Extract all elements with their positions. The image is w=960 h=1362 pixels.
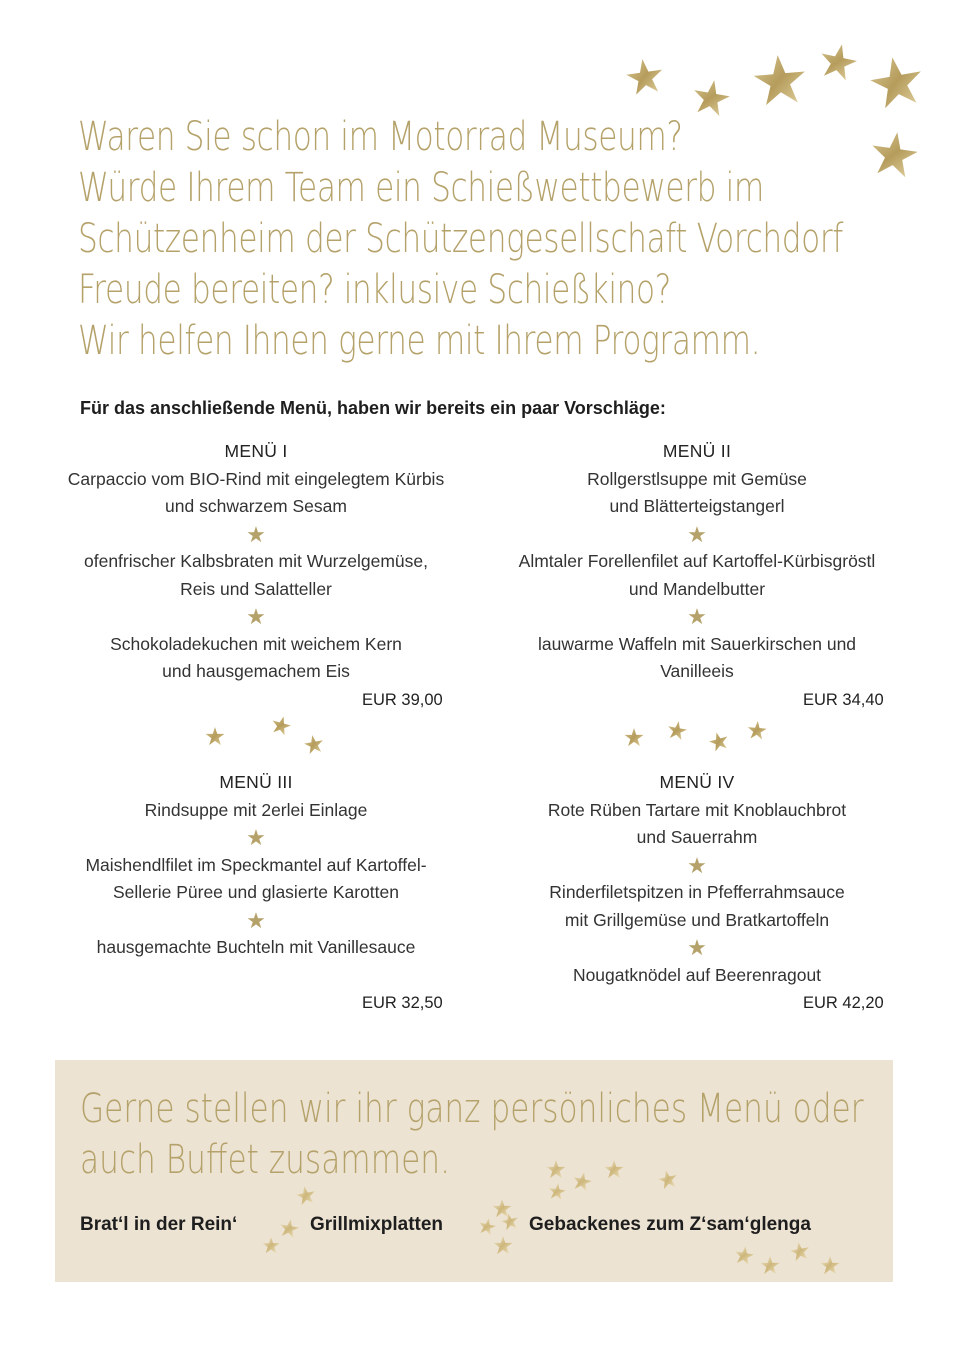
headline xyxy=(78,112,843,367)
headline-line: Waren Sie schon im Motorrad Museum? xyxy=(78,114,683,160)
menu-course xyxy=(56,631,456,686)
star-separator-icon: ★ xyxy=(687,852,707,878)
course-line: Rote Rüben Tartare mit Knoblauchbrot xyxy=(547,799,847,820)
menu-title: MENÜ IV xyxy=(659,772,735,792)
star-icon xyxy=(867,53,926,110)
course-line: und hausgemachem Eis xyxy=(162,661,350,681)
course-line: Sellerie Püree und glasierte Karotten xyxy=(112,882,399,902)
star-separator-icon: ★ xyxy=(246,604,266,629)
menu-price: EUR 42,20 xyxy=(803,994,884,1012)
menu-course xyxy=(497,631,897,686)
course-line: Nougatknödel auf Beerenragout xyxy=(572,964,822,985)
headline-line: Freude bereiten? inklusive Schießkino? xyxy=(78,267,671,313)
panel-headline xyxy=(80,1084,864,1186)
menu-course xyxy=(56,934,456,962)
course-line: und Mandelbutter xyxy=(628,578,766,599)
star-icon xyxy=(270,714,293,736)
star-icon xyxy=(817,41,859,82)
course-line: ofenfrischer Kalbsbraten mit Wurzelgemüse, xyxy=(84,551,428,571)
star-separator-icon: ★ xyxy=(687,521,707,547)
course-line: Carpaccio vom BIO-Rind mit eingelegtem Kürbis xyxy=(67,468,445,489)
course-line: Vanilleeis xyxy=(660,661,734,681)
star-icon xyxy=(747,720,768,740)
menu-course xyxy=(56,852,456,907)
star-separator-icon: ★ xyxy=(687,935,707,960)
menu-course xyxy=(56,797,456,825)
offer-gebackenes: Gebackenes zum Z‘sam‘glenga xyxy=(529,1214,811,1235)
headline-line: Schützenheim der Schützengesellschaft Vorchdorf xyxy=(78,216,843,262)
menu-course xyxy=(56,548,456,603)
menu-course xyxy=(497,466,897,521)
menu-course xyxy=(497,548,897,603)
star-icon xyxy=(303,734,325,755)
course-line: Rindsuppe mit 2erlei Einlage xyxy=(144,799,368,820)
star-icon xyxy=(666,720,688,741)
course-line: mit Grillgemüse und Bratkartoffeln xyxy=(564,909,830,930)
star-icon xyxy=(624,57,665,96)
panel-headline-line: Gerne stellen wir ihr ganz persönliches Menü oder xyxy=(80,1086,864,1132)
star-icon xyxy=(869,129,920,178)
course-line: Schokoladekuchen mit weichem Kern xyxy=(110,633,402,654)
star-separator-icon: ★ xyxy=(687,604,707,629)
menu-course xyxy=(497,879,897,934)
star-icon xyxy=(205,727,224,745)
offer-bratl: Brat‘l in der Rein‘ xyxy=(80,1214,238,1235)
course-line: und Blätterteigstangerl xyxy=(609,496,785,516)
menu-3 xyxy=(56,769,456,962)
menu-title: MENÜ III xyxy=(219,772,293,792)
star-icon xyxy=(707,730,730,752)
course-line: lauwarme Waffeln mit Sauerkirschen und xyxy=(537,633,857,654)
star-icon xyxy=(752,53,807,106)
intro-text: Für das anschließende Menü, haben wir bereits ein paar Vorschläge: xyxy=(80,398,666,418)
offer-grillmix: Grillmixplatten xyxy=(310,1214,444,1235)
star-separator-icon: ★ xyxy=(246,907,266,933)
course-line: Maishendlfilet im Speckmantel auf Kartoffel- xyxy=(85,854,427,875)
menu-course xyxy=(497,962,897,990)
menu-title: MENÜ I xyxy=(224,441,288,461)
course-line: Almtaler Forellenfilet auf Kartoffel-Kürbisgröstl xyxy=(518,551,876,571)
course-line: Reis und Salatteller xyxy=(180,578,332,599)
course-line: hausgemachte Buchteln mit Vanillesauce xyxy=(96,937,416,957)
star-separator-icon: ★ xyxy=(246,825,266,850)
star-icon xyxy=(624,728,643,746)
headline-line: Wir helfen Ihnen gerne mit Ihrem Programm. xyxy=(78,318,761,364)
menu-price: EUR 32,50 xyxy=(362,994,443,1012)
course-line: und schwarzem Sesam xyxy=(165,496,347,516)
star-separator-icon: ★ xyxy=(246,521,266,547)
menu-2 xyxy=(497,438,897,686)
course-line: Rollgerstlsuppe mit Gemüse xyxy=(587,468,807,489)
panel-headline-line: auch Buffet zusammen. xyxy=(80,1137,450,1183)
menu-price: EUR 34,40 xyxy=(803,691,884,709)
course-line: Rinderfiletspitzen in Pfefferrahmsauce xyxy=(549,882,845,902)
headline-line: Würde Ihrem Team ein Schießwettbewerb im xyxy=(78,165,764,211)
menu-course xyxy=(56,466,456,521)
menu-1 xyxy=(56,438,456,686)
menu-course xyxy=(497,797,897,852)
menu-price: EUR 39,00 xyxy=(362,691,443,709)
menu-title: MENÜ II xyxy=(662,441,732,461)
course-line: und Sauerrahm xyxy=(636,827,758,847)
menu-4 xyxy=(497,769,897,989)
